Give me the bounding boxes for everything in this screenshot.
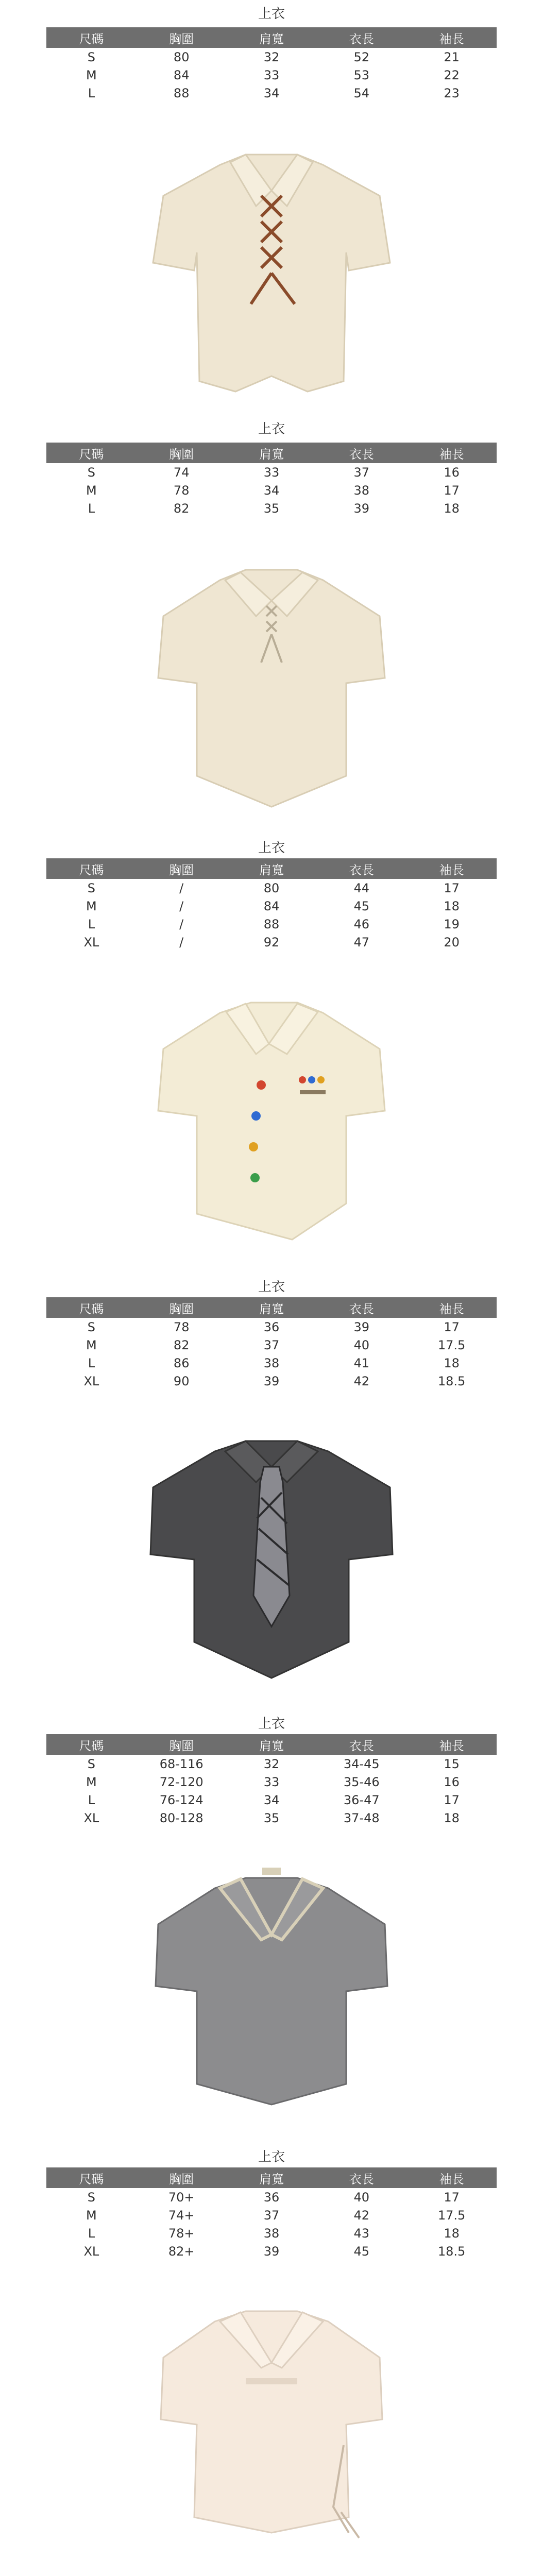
table-cell: 80-128 [159, 1810, 203, 1825]
table-cell: / [179, 935, 184, 950]
table-cell: / [179, 880, 184, 895]
header-sleeve: 袖長 [406, 27, 497, 48]
table-cell: 35 [263, 1810, 280, 1825]
table-cell: 40 [353, 1337, 370, 1352]
table-cell: 38 [353, 483, 370, 498]
section-title: 上衣 [258, 1716, 285, 1732]
table-cell: 82 [173, 1337, 190, 1352]
table-header-row [46, 1297, 497, 1318]
table-cell: 90 [173, 1374, 190, 1388]
size-table [46, 858, 497, 951]
table-row [46, 84, 497, 102]
table-cell: 18 [444, 2226, 460, 2241]
table-cell: M [86, 2208, 97, 2223]
table-cell: 17 [444, 880, 460, 895]
table-cell: / [179, 917, 184, 931]
table-cell: L [88, 917, 95, 931]
table-cell: 17 [444, 2190, 460, 2205]
table-cell: 45 [353, 2244, 370, 2259]
table-cell: 18.5 [437, 2244, 466, 2259]
table-header-row [46, 2167, 497, 2188]
table-cell: 39 [263, 1374, 280, 1388]
table-row [46, 897, 497, 915]
table-row [46, 933, 497, 951]
shirt-with-plaid-tie-icon [91, 1420, 452, 1699]
table-cell: L [88, 1792, 95, 1807]
table-cell: 20 [444, 935, 460, 950]
table-cell: 39 [353, 1319, 370, 1334]
table-row [46, 1773, 497, 1791]
size-table [46, 1734, 497, 1827]
ruched-side-tee-icon [91, 2291, 452, 2569]
header-size: 尺碼 [46, 27, 137, 48]
section-title: 上衣 [258, 6, 285, 22]
table-cell: 42 [353, 2208, 370, 2223]
table-cell: 36 [263, 1319, 280, 1334]
table-row [46, 1318, 497, 1336]
table-cell: 34 [263, 86, 280, 100]
table-cell: 37 [353, 465, 370, 480]
table-cell: 34 [263, 1792, 280, 1807]
table-cell: 17 [444, 483, 460, 498]
table-cell: 82 [173, 501, 190, 516]
table-cell: 42 [353, 1374, 370, 1388]
table-cell: 74+ [168, 2208, 195, 2223]
section-title: 上衣 [258, 840, 285, 856]
table-header-cell: 衣長 [316, 1734, 406, 1755]
table-cell: 35 [263, 501, 280, 516]
table-cell: 53 [353, 67, 370, 82]
table-cell: 45 [353, 899, 370, 913]
table-row [46, 2224, 497, 2242]
table-header-cell: 尺碼 [46, 443, 137, 463]
table-cell: L [88, 2226, 95, 2241]
table-header-row [46, 858, 497, 879]
drawstring-collar-tee-icon [91, 549, 452, 827]
table-cell: 33 [263, 465, 280, 480]
table-cell: 16 [444, 1774, 460, 1789]
table-cell: 38 [263, 2226, 280, 2241]
table-cell: 78 [173, 1319, 190, 1334]
table-cell: 32 [263, 1756, 280, 1771]
table-cell: XL [83, 1374, 99, 1388]
table-row [46, 2242, 497, 2260]
table-cell: 72-120 [159, 1774, 203, 1789]
table-cell: 17 [444, 1792, 460, 1807]
table-cell: S [87, 2190, 96, 2205]
table-row [46, 48, 497, 66]
section-title: 上衣 [258, 1279, 285, 1295]
table-row [46, 915, 497, 933]
table-cell: 34 [263, 483, 280, 498]
table-cell: 92 [263, 935, 280, 950]
table-cell: 40 [353, 2190, 370, 2205]
table-cell: 39 [353, 501, 370, 516]
table-cell: L [88, 86, 95, 100]
table-header-row [46, 1734, 497, 1755]
table-cell: 82+ [168, 2244, 195, 2259]
table-cell: 32 [263, 49, 280, 64]
table-cell: 18 [444, 501, 460, 516]
table-cell: 39 [263, 2244, 280, 2259]
table-cell: 70+ [168, 2190, 195, 2205]
table-header-cell: 肩寬 [227, 443, 317, 463]
table-cell: 47 [353, 935, 370, 950]
table-row [46, 1755, 497, 1773]
table-row [46, 879, 497, 897]
table-header-cell: 尺碼 [46, 858, 137, 879]
section-title: 上衣 [258, 421, 285, 437]
size-table [46, 27, 497, 102]
table-cell: 54 [353, 86, 370, 100]
table-cell: 36 [263, 2190, 280, 2205]
table-header-cell: 袖長 [406, 858, 497, 879]
table-cell: 34-45 [343, 1756, 380, 1771]
table-header-cell: 袖長 [406, 443, 497, 463]
table-header-cell: 胸圍 [137, 1734, 227, 1755]
table-cell: 19 [444, 917, 460, 931]
table-header-cell: 肩寬 [227, 858, 317, 879]
table-header-row [46, 443, 497, 463]
table-header-cell: 胸圍 [137, 858, 227, 879]
table-cell: 18 [444, 899, 460, 913]
table-cell: 15 [444, 1756, 460, 1771]
table-header-cell: 尺碼 [46, 2167, 137, 2188]
table-cell: 78+ [168, 2226, 195, 2241]
table-cell: 23 [444, 86, 460, 100]
table-header-cell: 肩寬 [227, 1734, 317, 1755]
table-cell: 41 [353, 1355, 370, 1370]
table-cell: 22 [444, 67, 460, 82]
table-row [46, 66, 497, 84]
table-cell: 68-116 [159, 1756, 203, 1771]
table-row [46, 1354, 497, 1372]
table-row [46, 1809, 497, 1827]
table-header-cell: 胸圍 [137, 443, 227, 463]
table-cell: 37-48 [343, 1810, 380, 1825]
table-cell: 78 [173, 483, 190, 498]
table-row [46, 2188, 497, 2206]
table-cell: 21 [444, 49, 460, 64]
table-header-cell: 衣長 [316, 858, 406, 879]
table-cell: 33 [263, 1774, 280, 1789]
table-header-cell: 衣長 [316, 443, 406, 463]
table-cell: 80 [173, 49, 190, 64]
table-cell: S [87, 1319, 96, 1334]
table-cell: 88 [173, 86, 190, 100]
size-table [46, 2167, 497, 2260]
table-cell: M [86, 67, 97, 82]
asymmetric-button-polo-icon [91, 982, 452, 1260]
table-row [46, 1791, 497, 1809]
table-row [46, 2206, 497, 2224]
table-cell: 16 [444, 465, 460, 480]
table-header-cell: 胸圍 [137, 1297, 227, 1318]
table-cell: 17.5 [437, 2208, 466, 2223]
table-cell: 36-47 [343, 1792, 380, 1807]
table-cell: XL [83, 935, 99, 950]
table-cell: 38 [263, 1355, 280, 1370]
table-cell: 74 [173, 465, 190, 480]
table-cell: M [86, 1337, 97, 1352]
v-neck-polo-icon [91, 1857, 452, 2136]
table-cell: 86 [173, 1355, 190, 1370]
table-cell: 18 [444, 1355, 460, 1370]
table-cell: 52 [353, 49, 370, 64]
header-shoulder: 肩寬 [227, 27, 317, 48]
table-cell: 17.5 [437, 1337, 466, 1352]
table-cell: 37 [263, 1337, 280, 1352]
size-table [46, 443, 497, 517]
table-cell: XL [83, 1810, 99, 1825]
header-chest: 胸圍 [137, 27, 227, 48]
table-cell: 33 [263, 67, 280, 82]
table-row [46, 1336, 497, 1354]
table-header-row [46, 27, 497, 48]
table-row [46, 481, 497, 499]
table-cell: 18 [444, 1810, 460, 1825]
table-header-cell: 肩寬 [227, 2167, 317, 2188]
table-cell: 76-124 [159, 1792, 203, 1807]
table-cell: 80 [263, 880, 280, 895]
table-cell: L [88, 501, 95, 516]
table-cell: 84 [263, 899, 280, 913]
table-cell: 44 [353, 880, 370, 895]
table-cell: S [87, 880, 96, 895]
table-header-cell: 肩寬 [227, 1297, 317, 1318]
table-cell: / [179, 899, 184, 913]
table-cell: M [86, 1774, 97, 1789]
lace-up-collar-blouse-icon [91, 134, 452, 412]
table-header-cell: 尺碼 [46, 1297, 137, 1318]
table-cell: 43 [353, 2226, 370, 2241]
table-cell: 88 [263, 917, 280, 931]
table-header-cell: 衣長 [316, 1297, 406, 1318]
header-length: 衣長 [316, 27, 406, 48]
table-cell: 46 [353, 917, 370, 931]
table-header-cell: 袖長 [406, 2167, 497, 2188]
table-cell: M [86, 483, 97, 498]
table-cell: 37 [263, 2208, 280, 2223]
table-row [46, 499, 497, 517]
section-title: 上衣 [258, 2149, 285, 2165]
table-row [46, 1372, 497, 1390]
table-cell: M [86, 899, 97, 913]
table-cell: 18.5 [437, 1374, 466, 1388]
table-header-cell: 衣長 [316, 2167, 406, 2188]
table-header-cell: 袖長 [406, 1297, 497, 1318]
table-row [46, 463, 497, 481]
table-header-cell: 尺碼 [46, 1734, 137, 1755]
table-cell: 84 [173, 67, 190, 82]
table-header-cell: 袖長 [406, 1734, 497, 1755]
table-cell: S [87, 465, 96, 480]
table-header-cell: 胸圍 [137, 2167, 227, 2188]
table-cell: 17 [444, 1319, 460, 1334]
table-cell: S [87, 49, 96, 64]
size-table [46, 1297, 497, 1390]
table-cell: L [88, 1355, 95, 1370]
table-cell: XL [83, 2244, 99, 2259]
table-cell: S [87, 1756, 96, 1771]
table-cell: 35-46 [343, 1774, 380, 1789]
